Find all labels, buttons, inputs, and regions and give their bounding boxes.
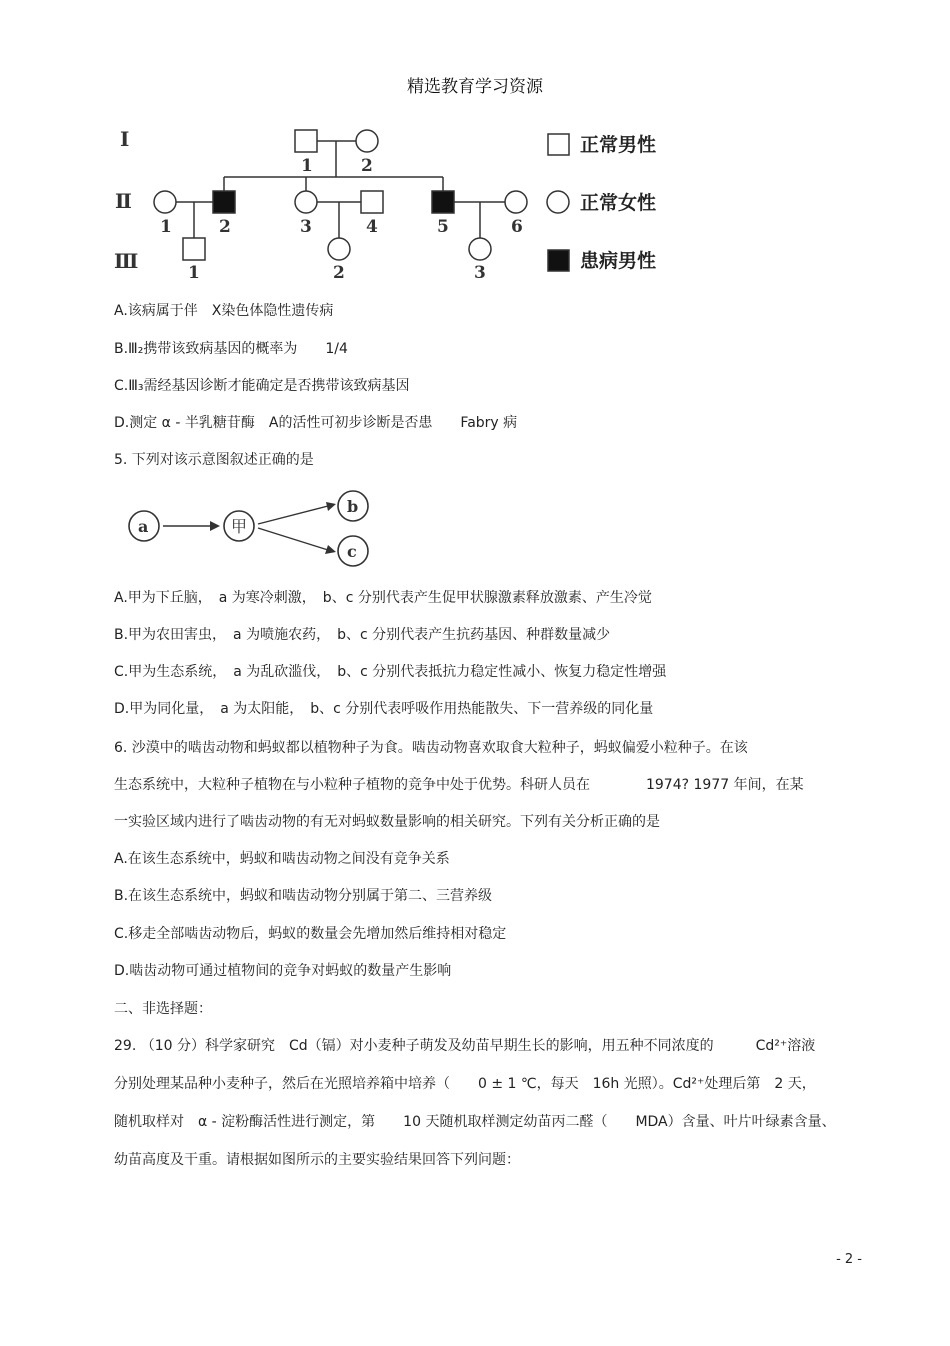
q29-line-2: 分别处理某品种小麦种子，然后在光照培养箱中培养（ 0 ± 1 ℃，每天 16h 光照）。Cd²⁺处理后第 2 天， <box>114 1076 816 1092</box>
pedigree-II3-normal-female <box>295 191 317 213</box>
q5-option-c: C.甲为生态系统， a 为乱砍滥伐， b、c 分别代表抵抗力稳定性减小、恢复力稳定性增强 <box>114 664 667 680</box>
q6-option-d: D.啮齿动物可通过植物间的竞争对蚂蚁的数量产生影响 <box>114 963 452 979</box>
pedigree-I1-normal-male <box>295 130 317 152</box>
q29-line-3: 随机取样对 α - 淀粉酶活性进行测定，第 10 天随机取样测定幼苗丙二醛（ MDA）含量、叶片叶绿素含量、 <box>114 1114 836 1130</box>
flow-arrow-jia-b <box>258 506 328 524</box>
flow-arrow-jia-c <box>258 528 328 550</box>
generation-II-label: Ⅱ <box>115 189 132 213</box>
q29-line-4: 幼苗高度及干重。请根据如图所示的主要实验结果回答下列问题： <box>114 1152 520 1168</box>
label-I1: 1 <box>301 156 313 176</box>
q6-option-c: C.移走全部啮齿动物后，蚂蚁的数量会先增加然后维持相对稳定 <box>114 926 507 942</box>
label-II4: 4 <box>366 217 378 237</box>
q4-option-d: D.测定 α - 半乳糖苷酶 A的活性可初步诊断是否患 Fabry 病 <box>114 415 518 431</box>
label-III2: 2 <box>333 263 345 283</box>
pedigree-III2-normal-female <box>328 238 350 260</box>
flow-label-c: c <box>347 542 357 561</box>
q5-option-d: D.甲为同化量， a 为太阳能， b、c 分别代表呼吸作用热能散失、下一营养级的同化量 <box>114 701 654 717</box>
legend-normal-male-label: 正常男性 <box>580 134 657 156</box>
label-I2: 2 <box>361 156 373 176</box>
legend-normal-female-label: 正常女性 <box>580 192 657 214</box>
label-II5: 5 <box>437 217 449 237</box>
legend-normal-female-symbol <box>547 191 569 213</box>
pedigree-II2-affected-male <box>213 191 235 213</box>
pedigree-II5-affected-male <box>432 191 454 213</box>
q4-option-b: B.Ⅲ₂携带该致病基因的概率为 1/4 <box>114 341 348 357</box>
flow-label-jia: 甲 <box>231 517 248 536</box>
pedigree-II4-normal-male <box>361 191 383 213</box>
q4-option-a: A.该病属于伴 X染色体隐性遗传病 <box>114 303 334 319</box>
pedigree-III1-normal-male <box>183 238 205 260</box>
pedigree-II6-normal-female <box>505 191 527 213</box>
q5-option-b: B.甲为农田害虫， a 为喷施农药， b、c 分别代表产生抗药基因、种群数量减少 <box>114 627 611 643</box>
generation-I-label: Ⅰ <box>120 127 130 151</box>
page-header: 精选教育学习资源 <box>407 77 543 97</box>
section-2-heading: 二、非选择题： <box>114 1001 212 1017</box>
q4-option-c: C.Ⅲ₃需经基因诊断才能确定是否携带该致病基因 <box>114 378 410 394</box>
label-III3: 3 <box>474 263 486 283</box>
pedigree-III3-normal-female <box>469 238 491 260</box>
q6-option-a: A.在该生态系统中，蚂蚁和啮齿动物之间没有竞争关系 <box>114 851 450 867</box>
pedigree-I2-normal-female <box>356 130 378 152</box>
label-II1: 1 <box>160 217 172 237</box>
label-II6: 6 <box>511 217 523 237</box>
legend-affected-male-symbol <box>548 250 569 271</box>
flow-label-a: a <box>138 517 149 536</box>
label-II3: 3 <box>300 217 312 237</box>
label-III1: 1 <box>188 263 200 283</box>
q6-stem-line-2: 生态系统中，大粒种子植物在与小粒种子植物的竞争中处于优势。科研人员在 1974? 1977 年间，在某 <box>114 777 804 793</box>
pedigree-II1-normal-female <box>154 191 176 213</box>
legend-normal-male-symbol <box>548 134 569 155</box>
q5-stem: 5. 下列对该示意图叙述正确的是 <box>114 452 314 468</box>
q5-option-a: A.甲为下丘脑， a 为寒冷刺激， b、c 分别代表产生促甲状腺激素释放激素、产生冷觉 <box>114 590 652 606</box>
flow-label-b: b <box>347 497 359 516</box>
q6-stem-line-1: 6. 沙漠中的啮齿动物和蚂蚁都以植物种子为食。啮齿动物喜欢取食大粒种子，蚂蚁偏爱小粒种子。在该 <box>114 740 748 756</box>
label-II2: 2 <box>219 217 231 237</box>
page-number: - 2 - <box>836 1252 862 1267</box>
q6-option-b: B.在该生态系统中，蚂蚁和啮齿动物分别属于第二、三营养级 <box>114 888 493 904</box>
generation-III-label: Ⅲ <box>114 249 139 273</box>
legend-affected-male-label: 患病男性 <box>580 250 657 272</box>
q6-stem-line-3: 一实验区域内进行了啮齿动物的有无对蚂蚁数量影响的相关研究。下列有关分析正确的是 <box>114 814 660 830</box>
q29-line-1: 29. （10 分）科学家研究 Cd（镉）对小麦种子萌发及幼苗早期生长的影响，用五种不同浓度的 Cd²⁺溶液 <box>114 1038 816 1054</box>
